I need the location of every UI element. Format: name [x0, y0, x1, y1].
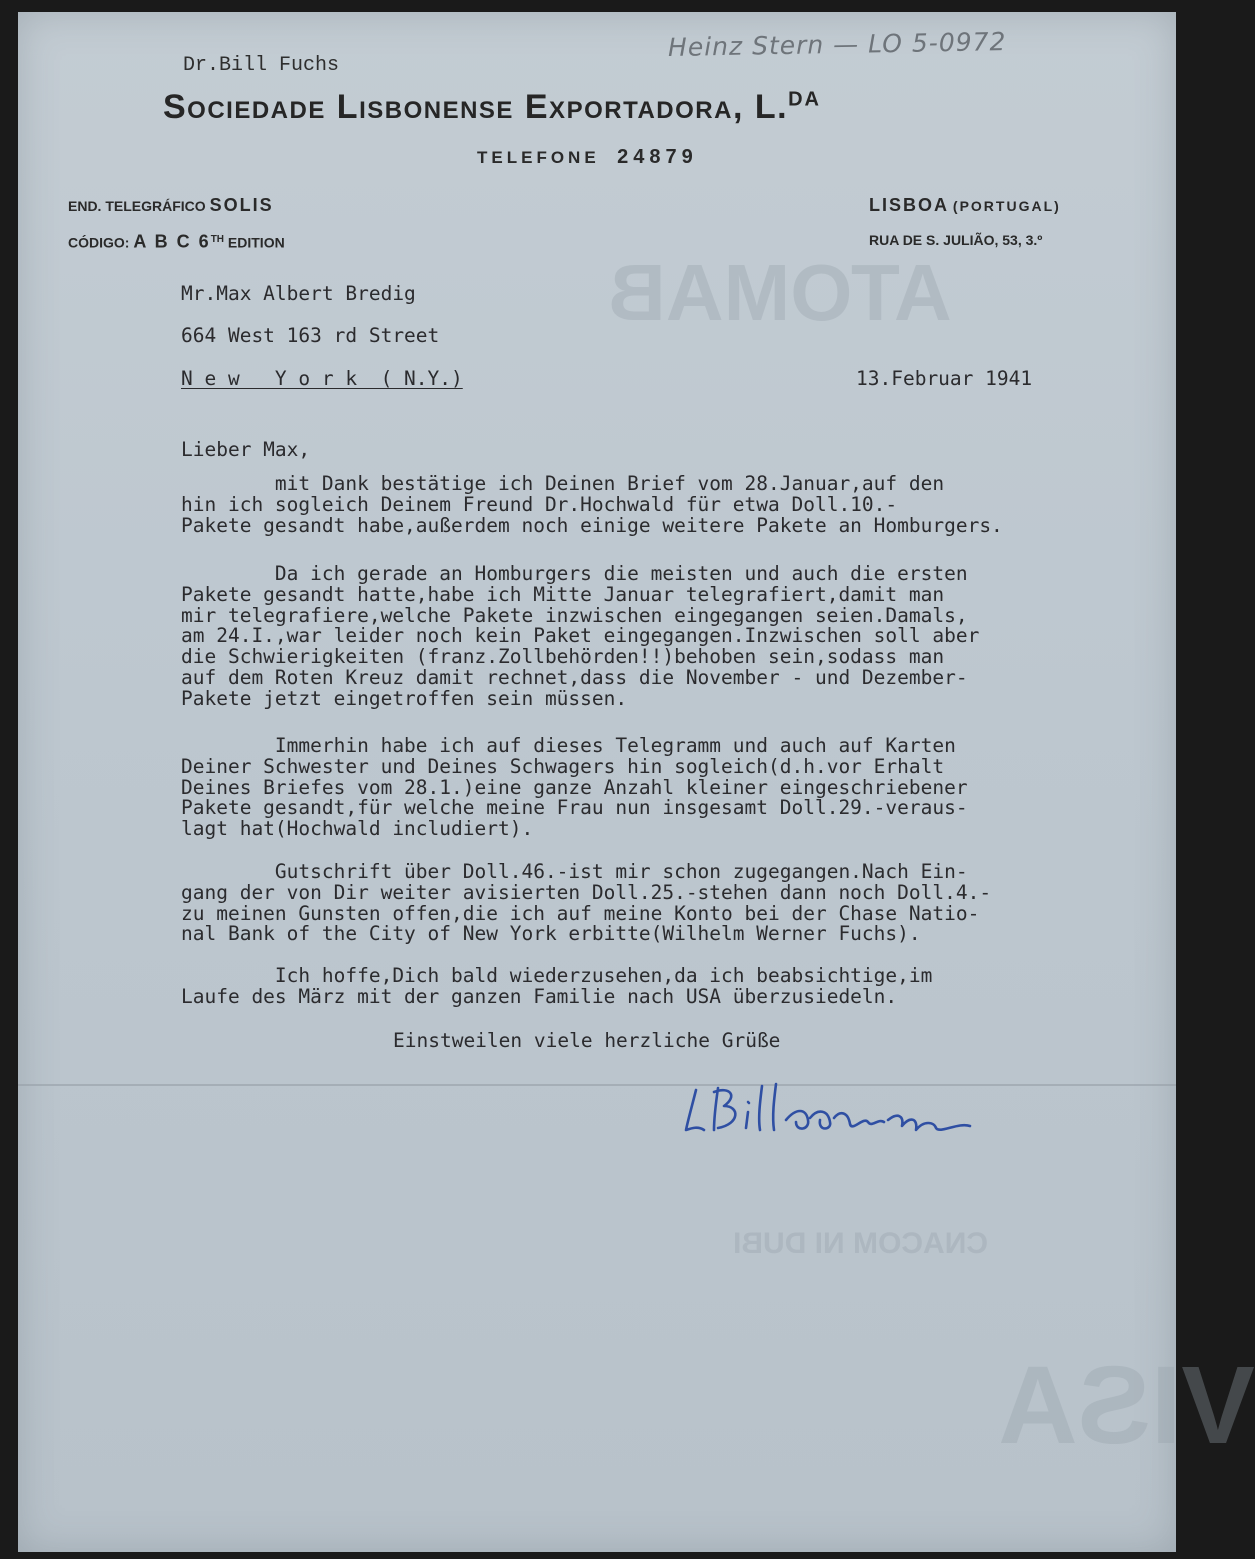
text-line: mir telegrafiere,welche Pakete inzwischen eingegangen seien.Damals,: [181, 603, 968, 627]
recipient-city: N e w Y o r k ( N.Y.): [181, 367, 463, 390]
letter-page: [18, 12, 1255, 1552]
text-line: zu meinen Gunsten offen,die ich auf meine Konto bei der Chase Natio-: [181, 901, 980, 925]
text-line: gang der von Dir weiter avisierten Doll.25.-stehen dann noch Doll.4.-: [181, 880, 992, 904]
city-line: [869, 188, 1061, 223]
telephone-number: 24879: [617, 146, 698, 168]
letter-date: 13.Februar 1941: [856, 367, 1033, 390]
code-sup: TH: [210, 234, 225, 245]
text-line: am 24.I.,war leider noch kein Paket eingegangen.Inzwischen soll aber: [181, 624, 980, 648]
text-line: Pakete gesandt habe,außerdem noch einige weitere Pakete an Homburgers.: [181, 513, 1003, 537]
code-value: A B C 6: [133, 231, 211, 252]
text-line: Pakete gesandt hatte,habe ich Mitte Januar telegrafiert,damit man: [181, 582, 945, 606]
recipient-name: Mr.Max Albert Bredig: [181, 282, 416, 305]
telephone: [477, 146, 698, 169]
text-line: auf dem Roten Kreuz damit rechnet,dass die November - und Dezember-: [181, 665, 968, 689]
company-name: [163, 88, 821, 127]
text-line: Da ich gerade an Homburgers die meisten und auch die ersten: [181, 562, 968, 585]
paragraph-4: [181, 862, 991, 945]
telegraph-label: END. TELEGRÁFICO: [68, 198, 206, 214]
telegraph-info: [68, 188, 285, 260]
letterhead-name: Dr.Bill Fuchs: [183, 54, 340, 77]
text-line: Laufe des März mit der ganzen Familie nach USA überzusiedeln.: [181, 984, 898, 1008]
signature: [678, 1072, 998, 1152]
text-line: Gutschrift über Doll.46.-ist mir schon zugegangen.Nach Ein-: [181, 860, 968, 883]
recipient-street: 664 West 163 rd Street: [181, 324, 440, 347]
code-line: [68, 223, 285, 260]
salutation: Lieber Max,: [181, 438, 311, 461]
country: (PORTUGAL): [952, 198, 1061, 214]
archive-note: Heinz Stern — LO 5-0972: [667, 27, 1007, 62]
text-line: die Schwierigkeiten (franz.Zollbehörden!!)behoben sein,sodass man: [181, 645, 945, 669]
city: LISBOA: [869, 195, 950, 215]
company-name-text: Sociedade Lisbonense Exportadora, L.: [163, 88, 789, 126]
fold-line: [18, 1084, 1176, 1086]
address-info: [869, 188, 1061, 257]
text-line: Pakete jetzt eingetroffen sein müssen.: [181, 686, 628, 710]
text-line: Deiner Schwester und Deines Schwagers hin sogleich(d.h.vor Erhalt: [181, 754, 945, 778]
street: RUA DE S. JULIÃO, 53, 3.º: [869, 232, 1043, 248]
telegraph-line: [68, 188, 285, 223]
paragraph-5: [181, 966, 932, 1008]
telegraph-code: SOLIS: [209, 195, 274, 215]
show-through-mark: ATOMAB: [608, 248, 952, 337]
closing: Einstweilen viele herzliche Grüße: [393, 1029, 781, 1052]
text-line: mit Dank bestätige ich Deinen Brief vom 28.Januar,auf den: [181, 472, 945, 495]
code-label: CÓDIGO:: [68, 234, 130, 251]
show-through-mark: CNACOM NI DUBI: [733, 1227, 988, 1260]
text-line: Deines Briefes vom 28.1.)eine ganze Anzahl kleiner eingeschriebener: [181, 775, 968, 799]
text-line: Pakete gesandt,für welche meine Frau nun insgesamt Doll.29.-veraus-: [181, 796, 968, 820]
show-through-mark: VISA: [998, 1344, 1255, 1467]
paragraph-1: [181, 474, 1003, 536]
paragraph-3: [181, 736, 968, 840]
company-suffix: DA: [788, 88, 821, 111]
text-line: lagt hat(Hochwald includiert).: [181, 817, 534, 841]
code-edition: EDITION: [227, 234, 285, 251]
text-line: Ich hoffe,Dich bald wiederzusehen,da ich beabsichtige,im: [181, 964, 933, 987]
text-line: hin ich sogleich Deinem Freund Dr.Hochwald für etwa Doll.10.-: [181, 492, 898, 516]
text-line: Immerhin habe ich auf dieses Telegramm und auch auf Karten: [181, 734, 956, 757]
telephone-label: TELEFONE: [477, 148, 600, 167]
text-line: nal Bank of the City of New York erbitte(Wilhelm Werner Fuchs).: [181, 922, 921, 946]
paragraph-2: [181, 564, 979, 710]
